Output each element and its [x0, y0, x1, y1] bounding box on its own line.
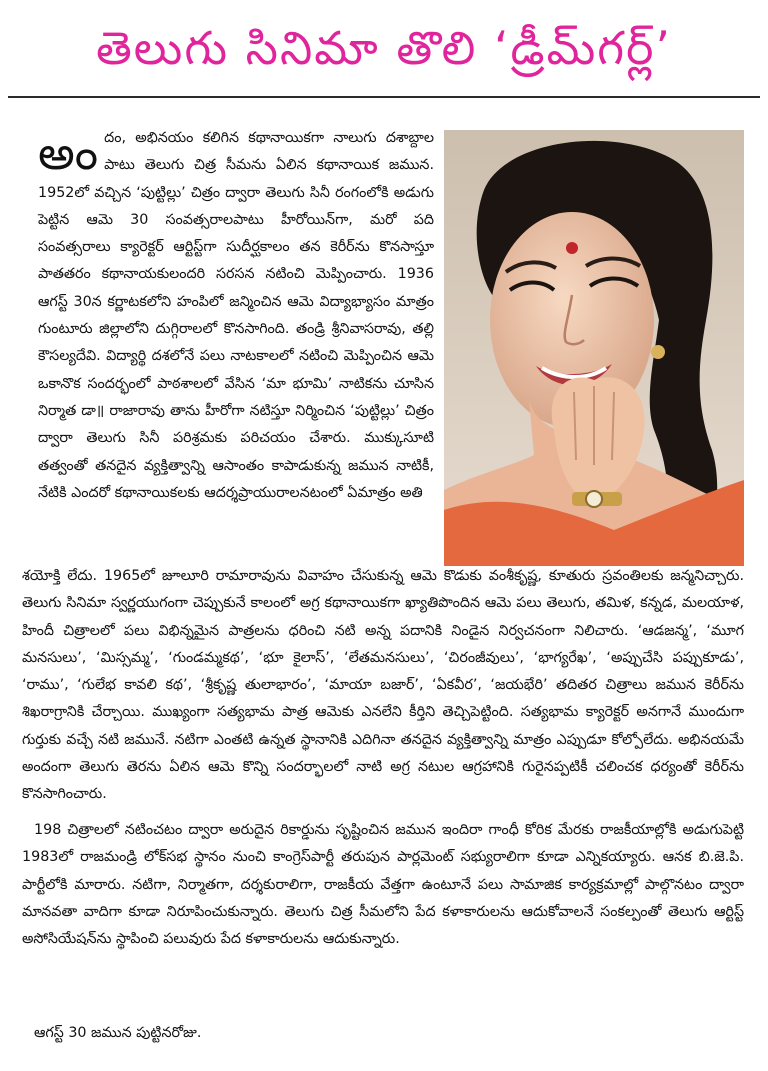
drop-cap: అం [38, 126, 99, 180]
article-paragraph-2: శయోక్తి లేదు. 1965లో జూలూరి రామారావును వివాహం చేసుకున్న ఆమె కొడుకు వంశీకృష్ణ, కూతురు స్రవంతిలకు జన్మనిచ్చారు. తెలుగు సినిమా స్వర్ణయుగంగా చెప్పుకునే కాలంలో అగ్ర కథానాయికగా ఖ్యాతిపొందిన ఆమె పలు తెలుగు, తమిళ, కన్నడ, మలయాళ, హిందీ చిత్రాలలో పలు విభిన్నమైన పాత్రలను ధరించి నటి అన్న పదానికి నిండైన నిర్వచనంగా నిలిచారు. ‘ఆడజన్మ’, ‘మూగ మనసులు’, ‘మిస్సమ్మ’, ‘గుండమ్మకథ’, ‘భూ కైలాస్’, ‘లేతమనసులు’, ‘చిరంజీవులు’, ‘భాగ్యరేఖ’, ‘అప్పుచేసి పప్పుకూడు’, ‘రాము’, ‘గులేభ కావలి కథ’, ‘శ్రీకృష్ణ తులాభారం’, ‘మాయా బజార్’, ‘ఏకవీర’, ‘జయభేరి’ తదితర చిత్రాలు జమున కెరీర్‌ను శిఖరాగ్రానికి చేర్చాయి. ముఖ్యంగా సత్యభామ పాత్ర ఆమెకు ఎనలేని కీర్తిని తెచ్చిపెట్టింది. సత్యభామ క్యారెక్టర్ అనగానే ముందుగా గుర్తుకు వచ్చే నటి జమునే. నటిగా ఎంతటి ఉన్నత స్థానానికి ఎదిగినా తనదైన వ్యక్తిత్వాన్ని మాత్రం ఎప్పుడూ కోల్పోలేదు. అభినయమే అందంగా తెలుగు తెరను ఏలిన ఆమె కొన్ని సందర్భాలలో నాటి అగ్ర నటుల ఆగ్రహానికి గురైనప్పటికీ చలించక ధర్యంతో కెరీర్‌ను కొనసాగించారు. [22, 568, 744, 803]
article-title: తెలుగు సినిమా తొలి ‘డ్రీమ్‌గర్ల్‌’ [96, 21, 672, 75]
title-divider [8, 96, 760, 98]
portrait-photo [444, 130, 744, 566]
article-paragraph-3: 198 చిత్రాలలో నటించటం ద్వారా అరుదైన రికార్డును సృష్టించిన జమున ఇందిరా గాంధీ కోరిక మేరకు రాజకీయాల్లోకి అడుగుపెట్టి 1983లో రాజమండ్రి లోక్‌సభ స్థానం నుంచి కాంగ్రెస్‌పార్టీ తరుపున పార్లమెంట్ సభ్యురాలిగా కూడా ఎన్నికయ్యారు. ఆనక బి.జె.పి. పార్టీలోకి మారారు. నటిగా, నిర్మాతగా, దర్శకురాలిగా, రాజకీయ వేత్తగా ఉంటూనే పలు సామాజిక కార్యక్రమాల్లో పాల్గొనటం ద్వారా మానవతా వాదిగా కూడా నిరూపించుకున్నారు. తెలుగు చిత్ర సీమలోని పేద కళాకారులను ఆదుకోవాలనే సంకల్పంతో తెలుగు ఆర్టిస్ట్ అసోసియేషన్‌ను స్థాపించి పలువురు పేద కళాకారులను ఆదుకున్నారు. [22, 822, 744, 948]
article-paragraph-1 [38, 125, 434, 507]
paragraph-1-text: దం, అభినయం కలిగిన కథానాయికగా నాలుగు దశాబ్దాల పాటు తెలుగు చిత్ర సీమను ఏలిన కథానాయిక జమున. 1952లో వచ్చిన ‘పుట్టిల్లు’ చిత్రం ద్వారా తెలుగు సినీ రంగంలోకి అడుగు పెట్టిన ఆమె 30 సంవత్సరాలపాటు హీరోయిన్‌గా, మరో పది సంవత్సరాలు క్యారెక్టర్ ఆర్టిస్ట్‌గా సుదీర్ఘకాలం తన కెరీర్‌ను కొనసాస్తూ పాతతరం కథానాయకులందరి సరసన నటించి మెప్పించారు. 1936 ఆగస్ట్ 30న కర్ణాటకలోని హంపిలో జన్మించిన ఆమె విద్యాభ్యాసం మాత్రం గుంటూరు జిల్లాలోని దుగ్గిరాలలో కొనసాగింది. తండ్రి శ్రీనివాసరావు, తల్లి కౌసల్యదేవి. విద్యార్థి దశలోనే పలు నాటకాలలో నటించి మెప్పించిన ఆమె ఒకానొక సందర్భంలో పాఠశాలలో వేసిన ‘మా భూమి’ నాటికను చూసిన నిర్మాత డా॥ రాజారావు తాను హీరోగా నటిస్తూ నిర్మించిన ‘పుట్టిల్లు’ చిత్రం ద్వారా తెలుగు సినీ పరిశ్రమకు పరిచయం చేశారు. ముక్కుసూటి తత్వంతో తనదైన వ్యక్తిత్వాన్ని ఆసాంతం కాపాడుకున్న జమున నాటికీ, నేటికి ఎందరో కథానాయికలకు ఆదర్శప్రాయురాలనటంలో ఏమాత్రం అతి [38, 130, 434, 501]
article-footnote: ఆగస్ట్ 30 జమున పుట్టినరోజు. [34, 1025, 202, 1041]
